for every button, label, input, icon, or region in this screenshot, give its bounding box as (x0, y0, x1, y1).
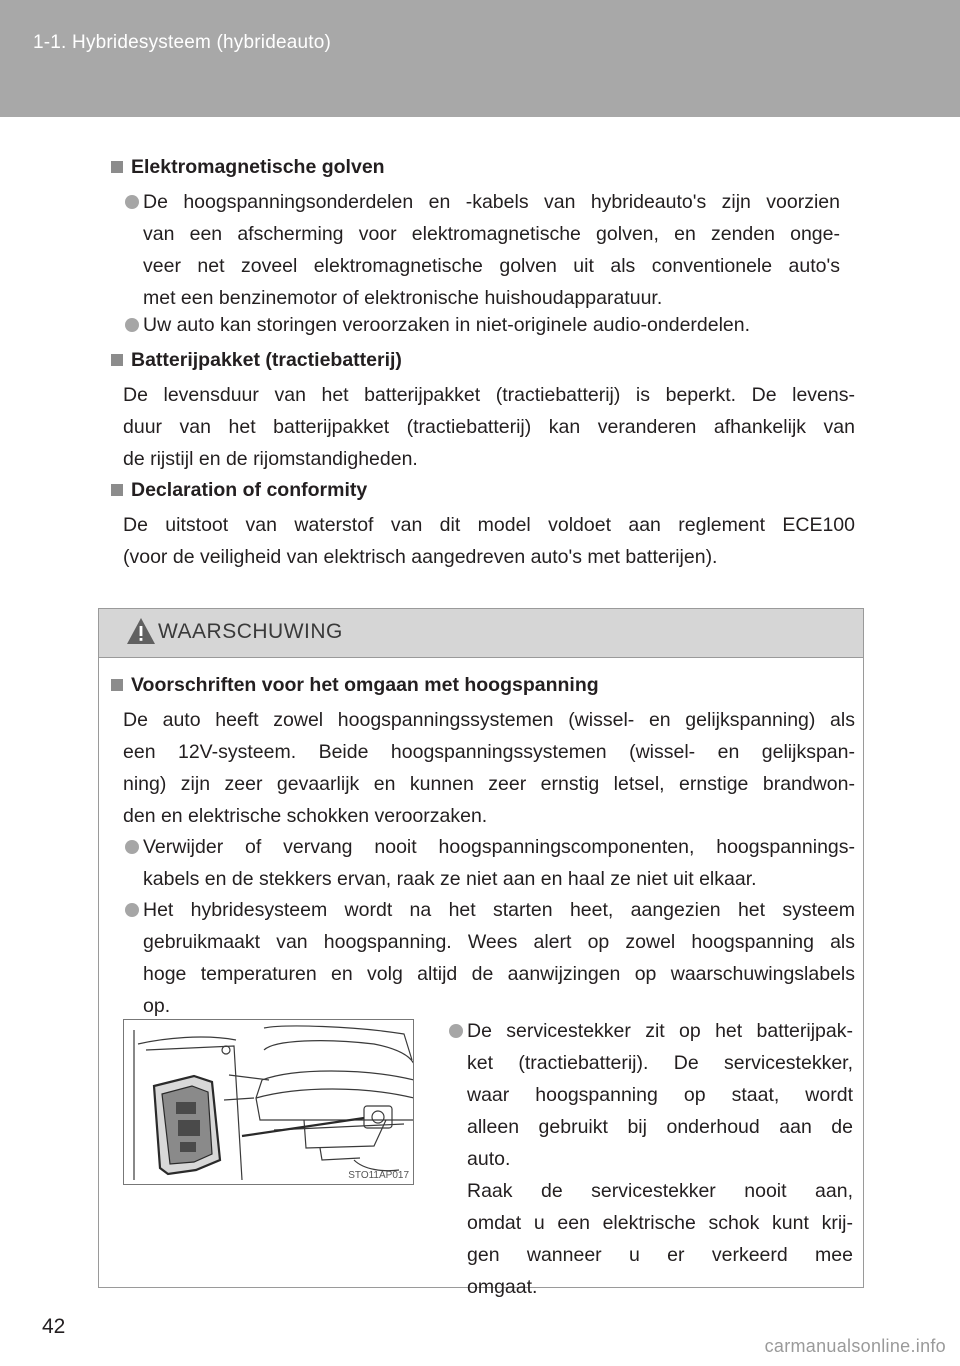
warning-b3-l3: waar hoogspanning op staat, wordt (467, 1084, 853, 1106)
conformity-heading: Declaration of conformity (131, 479, 368, 501)
bullet-dot-icon (125, 195, 139, 209)
conformity-l2: (voor de veiligheid van elektrisch aangedreven auto's met batterijen). (123, 546, 718, 568)
em-b1-l4: met een benzinemotor of elektronische huishoudapparatuur. (143, 287, 663, 309)
watermark: carmanualsonline.info (764, 1336, 946, 1356)
warning-b1-l1: Verwijder of vervang nooit hoogspanningscomponenten, hoogspannings- (143, 836, 855, 858)
square-bullet-icon (111, 484, 123, 496)
square-bullet-icon (111, 679, 123, 691)
warning-b2-l4: op. (143, 995, 171, 1017)
em-b1-l3: veer net zoveel elektromagnetische golven uit als conventionele auto's (143, 255, 840, 277)
square-bullet-icon (111, 161, 123, 173)
warning-b2-l1: Het hybridesysteem wordt na het starten heet, aangezien het systeem (143, 899, 855, 921)
warning-b3-l5: auto. (467, 1148, 511, 1170)
warning-intro-l4: den en elektrische schokken veroorzaken. (123, 805, 488, 827)
em-b1-l2: van een afscherming voor elektromagnetische golven, en zenden onge- (143, 223, 840, 245)
warning-b2-l2: gebruikmaakt van hoogspanning. Wees alert op zowel hoogspanning als (143, 931, 855, 953)
warning-b3-l8: gen wanneer u er verkeerd mee (467, 1244, 853, 1266)
warning-b3-l9: omgaat. (467, 1276, 538, 1298)
warning-intro-l1: De auto heeft zowel hoogspanningssystemen (wissel- en gelijkspanning) als (123, 709, 855, 731)
warning-b3-l4: alleen gebruikt bij onderhoud aan de (467, 1116, 853, 1138)
warning-heading-row (111, 669, 599, 702)
service-plug-illustration (124, 1020, 414, 1185)
square-bullet-icon (111, 354, 123, 366)
battery-l1: De levensduur van het batterijpakket (tractiebatterij) is beperkt. De levens- (123, 384, 855, 406)
warning-triangle-icon (126, 617, 156, 645)
warning-intro-l3: ning) zijn zeer gevaarlijk en kunnen zeer ernstig letsel, ernstige brandwon- (123, 773, 855, 795)
warning-b2-l3: hoge temperaturen en volg altijd de aanwijzingen op waarschuwingslabels (143, 963, 855, 985)
section-title: 1-1. Hybridesysteem (hybrideauto) (33, 32, 332, 53)
warning-b3-l6: Raak de servicestekker nooit aan, (467, 1180, 853, 1202)
bullet-dot-icon (125, 903, 139, 917)
warning-heading: Voorschriften voor het omgaan met hoogspanning (131, 674, 599, 696)
warning-b3-l1: De servicestekker zit op het batterijpak- (467, 1020, 853, 1042)
battery-heading-row (111, 344, 402, 377)
warning-b3-l7: omdat u een elektrische schok kunt krij- (467, 1212, 853, 1234)
figure-caption: STO11AP017 (348, 1170, 409, 1181)
battery-l3: de rijstijl en de rijomstandigheden. (123, 448, 418, 470)
warning-b3-l2: ket (tractiebatterij). De servicestekker, (467, 1052, 853, 1074)
bullet-dot-icon (125, 840, 139, 854)
em-heading-row (111, 151, 385, 184)
em-b1-l1: De hoogspanningsonderdelen en -kabels van hybrideauto's zijn voorzien (143, 191, 840, 213)
conformity-l1: De uitstoot van waterstof van dit model voldoet aan reglement ECE100 (123, 514, 855, 536)
header-band (0, 0, 960, 117)
battery-heading: Batterijpakket (tractiebatterij) (131, 349, 402, 371)
conformity-heading-row (111, 474, 367, 507)
bullet-dot-icon (449, 1024, 463, 1038)
em-heading: Elektromagnetische golven (131, 156, 385, 178)
warning-intro-l2: een 12V-systeem. Beide hoogspanningssystemen (wissel- en gelijkspan- (123, 741, 855, 763)
page-number: 42 (42, 1315, 66, 1338)
warning-title: WAARSCHUWING (158, 620, 343, 643)
warning-b1-l2: kabels en de stekkers ervan, raak ze niet aan en haal ze niet uit elkaar. (143, 868, 757, 890)
service-plug-figure (123, 1019, 414, 1185)
bullet-dot-icon (125, 318, 139, 332)
em-b2: Uw auto kan storingen veroorzaken in niet-originele audio-onderdelen. (143, 314, 751, 336)
battery-l2: duur van het batterijpakket (tractiebatterij) kan veranderen afhankelijk van (123, 416, 855, 438)
